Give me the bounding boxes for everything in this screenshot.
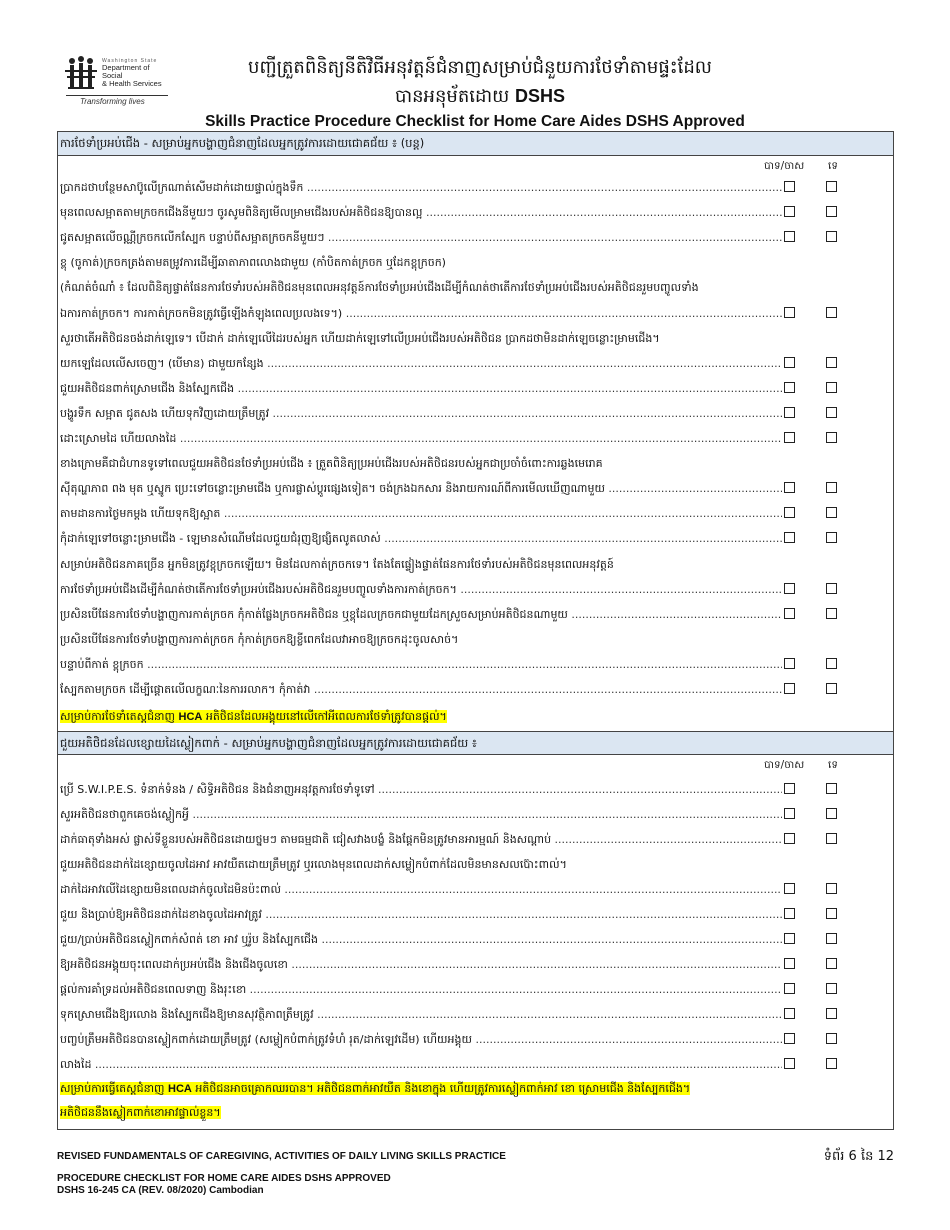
- khmer-title-line2: បានអនុម័តដោយ DSHS: [394, 86, 565, 107]
- checklist-row: [58, 878, 893, 903]
- checklist-item-text: ឯការកាត់ក្រចក។ ការកាត់ក្រចកមិនត្រូវធ្វើឡើងកំឡុងពេលប្រលងទេ។) .....: [60, 305, 782, 322]
- checklist-row: [58, 477, 893, 502]
- checklist-row: [58, 778, 893, 803]
- column-no-header-2: ទេ: [828, 759, 838, 771]
- checklist-item-text: ជួយ និងប្រាប់ឱ្យអតិថិជនដាក់ដៃខាងចូលដៃអាវត្រូវ .....: [60, 906, 782, 923]
- yes-checkbox[interactable]: [784, 933, 795, 944]
- checklist-item-text: ដាក់ធាតុទាំងអស់ ផ្លាស់ទីខ្លួនរបស់អតិថិជនដោយថ្នមៗ តាមធម្មជាតិ ជៀសវាងបង្ខំ និងផ្តែកមិនត្រូវមានអារម្មណ៍ និងសណ្តាប់ .....: [60, 831, 782, 848]
- checklist-row: [58, 903, 893, 928]
- logo-divider: [66, 95, 168, 96]
- checklist-frame: [57, 131, 894, 1130]
- no-checkbox[interactable]: [826, 382, 837, 393]
- checklist-row: [58, 377, 893, 402]
- checklist-row: [58, 226, 893, 251]
- yes-checkbox[interactable]: [784, 1033, 795, 1044]
- checklist-item-text: បង្ហូរទឹក សម្អាត ជូតសង ហើយទុកវិញដោយត្រឹមត្រូវ .....: [60, 405, 782, 422]
- checklist-item-text: ដោះស្រោមដៃ ហើយលាងដៃ .....: [60, 430, 782, 447]
- no-checkbox[interactable]: [826, 1058, 837, 1069]
- footer-line1: REVISED FUNDAMENTALS OF CAREGIVING, ACTIVITIES OF DAILY LIVING SKILLS PRACTICE: [57, 1151, 506, 1162]
- checklist-row: [58, 176, 893, 201]
- checklist-item-text: ជួយអតិថិជនដាក់ដៃខ្សោយចូលដៃអាវ អាវយឺតដោយត្រឹមត្រូវ ឬរលោងមុនពេលដាក់សម្លៀកបំពាក់ដែលមិនមានសលប៊ោះពាល់។: [60, 858, 567, 871]
- checklist-item-text: ជូតសម្អាតលើចណ្ណីក្រចកលើកស្បែក បន្ទាប់ពីសម្អាតក្រចកនីមួយៗ .....: [60, 229, 782, 246]
- checklist-item-text: ទុកស្រោមជើងឱ្យរលោង និងស្បែកជើងឱ្យមានសុវត្ថិភាពត្រឹមត្រូវ .....: [60, 1006, 782, 1023]
- checklist-row: [58, 527, 893, 552]
- no-checkbox[interactable]: [826, 958, 837, 969]
- yes-checkbox[interactable]: [784, 532, 795, 543]
- checklist-item-text: ស៊ីតុណ្ហភាព ពង មុត ឬស្នូក ប្រេះទៅចន្លោះម្រាមជើង ឬការផ្លាស់ប្តូរផ្សេងទៀត។ ចង់ក្រងឯកសារ និងរាយការណ៍ពីការមើលឃើញណាមួយ .....: [60, 480, 782, 497]
- yes-checkbox[interactable]: [784, 983, 795, 994]
- yes-checkbox[interactable]: [784, 206, 795, 217]
- no-checkbox[interactable]: [826, 883, 837, 894]
- checklist-item-text: យកឡេដែលលើសចេញ។ (បើមាន) ជាមួយកន្សែង .....: [60, 355, 782, 372]
- checklist-row: [58, 201, 893, 226]
- checklist-item-text: ប្រាកដថាបន្ថែមសាប៊ូលើក្រណាត់សើមដាក់ដោយផ្ទាល់ក្នុងទឹក .....: [60, 179, 782, 196]
- yes-checkbox[interactable]: [784, 783, 795, 794]
- section1-header: ការថែទាំប្រអប់ជើង - សម្រាប់អ្នកបង្ហាញជំនាញដែលអ្នកត្រូវការដោយជោគជ័យ ៖ (បន្ត): [58, 132, 893, 156]
- checklist-row: [58, 302, 893, 327]
- no-checkbox[interactable]: [826, 206, 837, 217]
- checklist-item-text: ប្រើ S.W.I.P.E.S. ទំនាក់ទំនង / សិទ្ធិអតិថិជន និងជំនាញអនុវត្តការថែទាំទូទៅ .....: [60, 781, 782, 798]
- checklist-item-text: ជួយអតិថិជនពាក់ស្រោមជើង និងស្បែកជើង .....: [60, 380, 782, 397]
- page-number: ទំព័រ 6 នៃ 12: [823, 1149, 894, 1164]
- yes-checkbox[interactable]: [784, 357, 795, 368]
- yes-checkbox[interactable]: [784, 883, 795, 894]
- no-checkbox[interactable]: [826, 683, 837, 694]
- no-checkbox[interactable]: [826, 1008, 837, 1019]
- yes-checkbox[interactable]: [784, 833, 795, 844]
- yes-checkbox[interactable]: [784, 231, 795, 242]
- no-checkbox[interactable]: [826, 407, 837, 418]
- no-checkbox[interactable]: [826, 808, 837, 819]
- checklist-row: [58, 502, 893, 527]
- checklist-row: [58, 352, 893, 377]
- checklist-item-text: សួរអតិថិជនថាពួកគេចង់ស្លៀកអ្វី .....: [60, 806, 782, 823]
- checklist-item-text: ខ្ពុ (ចូកាត់)ក្រចកត្រង់តាមតម្រូវការដើម្បីឆាតាភាពលោងជាមួយ (កាំបិតកាត់ក្រចក ឬដែកខ្ពុក្រចក): [60, 256, 446, 270]
- english-title: Skills Practice Procedure Checklist for Home Care Aides DSHS Approved: [205, 113, 745, 130]
- no-checkbox[interactable]: [826, 1033, 837, 1044]
- checklist-item-text: មុនពេលសម្អាតតាមក្រចកជើងនីមួយៗ ចូរសូមពិនិត្យមើលម្រាមជើងរបស់អតិថិជនឱ្យបានល្អ .....: [60, 204, 782, 221]
- checklist-item-text: ជួយ/ប្រាប់អតិថិជនស្លៀកពាក់សំពត់ ខោ អាវ ឬរ៉ូប និងស្បែកជើង .....: [60, 931, 782, 948]
- yes-checkbox[interactable]: [784, 181, 795, 192]
- dshs-logo: [62, 54, 170, 110]
- checklist-item-text: បញ្ចប់ត្រឹមអតិថិជនបានស្លៀកពាក់ដោយត្រឹមត្រូវ (សម្លៀកបំពាក់ត្រូវទំហំ រុត/ដាក់ឡេវដើម) ហើយអង្គុយ .....: [60, 1031, 782, 1048]
- no-checkbox[interactable]: [826, 833, 837, 844]
- checklist-row: [58, 276, 893, 301]
- footer-line3: DSHS 16-245 CA (REV. 08/2020) Cambodian: [57, 1185, 264, 1196]
- section2-header: ជួយអតិថិជនដែលខ្សោយដៃស្លៀកពាក់ - សម្រាប់អ្នកបង្ហាញជំនាញដែលអ្នកត្រូវការដោយជោគជ័យ ៖: [58, 731, 893, 755]
- people-logo-icon: [64, 56, 98, 92]
- checklist-row: [58, 553, 893, 578]
- checklist-row: [58, 578, 893, 603]
- yes-checkbox[interactable]: [784, 407, 795, 418]
- checklist-row: [58, 251, 893, 276]
- yes-checkbox[interactable]: [784, 608, 795, 619]
- checklist-row: [58, 603, 893, 628]
- checklist-item-text: លាងដៃ .....: [60, 1056, 782, 1073]
- yes-checkbox[interactable]: [784, 307, 795, 318]
- yes-checkbox[interactable]: [784, 583, 795, 594]
- yes-checkbox[interactable]: [784, 808, 795, 819]
- checklist-item-text: ខាងក្រោមគឺជាជំហានទូទៅពេលជួយអតិថិជនថែទាំប្រអប់ជើង ៖ ត្រួតពិនិត្យប្រអប់ជើងរបស់អតិថិជនរបស់អ្នកជាប្រចាំចំពោះការឆ្លងមេរោគ: [60, 457, 603, 471]
- checklist-item-text: ការថែទាំប្រអប់ជើងដើម្បីកំណត់ថាតើការថែទាំប្រអប់ជើងរបស់អតិថិជនរួមបញ្ចូលទាំងការកាត់ក្រចក។ .....: [60, 581, 782, 598]
- yes-checkbox[interactable]: [784, 1008, 795, 1019]
- footer-line2: PROCEDURE CHECKLIST FOR HOME CARE AIDES DSHS APPROVED: [57, 1173, 391, 1184]
- yes-checkbox[interactable]: [784, 482, 795, 493]
- checklist-row: [58, 678, 893, 703]
- no-checkbox[interactable]: [826, 658, 837, 669]
- column-yes-header: បាទ/ចាស: [764, 160, 805, 172]
- checklist-row: [58, 402, 893, 427]
- checklist-row: [58, 1053, 893, 1078]
- checklist-row: [58, 452, 893, 477]
- section1-note: សម្រាប់ការថែទាំតេស្តជំនាញ HCA អតិថិជនដែលអង្គុយនៅលើកៅអីពេលការថែទាំត្រូវបានផ្តល់។: [60, 710, 447, 723]
- checklist-item-text: បន្ទាប់ពីកាត់ ខ្ពុក្រចក .....: [60, 656, 782, 673]
- khmer-title: [180, 54, 780, 111]
- checklist-row: [58, 1003, 893, 1028]
- yes-checkbox[interactable]: [784, 958, 795, 969]
- yes-checkbox[interactable]: [784, 432, 795, 443]
- column-yes-header-2: បាទ/ចាស: [764, 759, 805, 771]
- no-checkbox[interactable]: [826, 532, 837, 543]
- checklist-item-text: ប្រសិនបើផែនការថែទាំបង្ហាញការកាត់ក្រចក កុំកាត់ផ្លែងក្រចកអតិថិជន ឬខ្ពុដែលក្រចកជាមួយដែកស្រួចសម្រាប់អតិថិជនណាមួយ .....: [60, 606, 782, 623]
- checklist-item-text: តាមដានការថ្ងៃមកម្តង ហើយទុកឱ្យស្អាត .....: [60, 505, 782, 522]
- yes-checkbox[interactable]: [784, 658, 795, 669]
- checklist-row: [58, 427, 893, 452]
- no-checkbox[interactable]: [826, 357, 837, 368]
- checklist-item-text: ឱ្យអតិថិជនអង្គុយចុះពេលដាក់ប្រអប់ជើង និងជើងចូលខោ .....: [60, 956, 782, 973]
- checklist-item-text: ដាក់ដៃអាវលើដៃខ្សោយមិនពេលដាក់ចូលដៃមិនប៉ះពាល់ .....: [60, 881, 782, 898]
- logo-state: Washington State: [102, 58, 158, 64]
- no-checkbox[interactable]: [826, 507, 837, 518]
- no-checkbox[interactable]: [826, 608, 837, 619]
- checklist-item-text: កុំដាក់ឡេទៅចន្លោះម្រាមជើង - ឡេមានសំណើមដែលជួយជំរុញឱ្យផ្សិតលូតលាស់ .....: [60, 530, 782, 547]
- checklist-item-text: ផ្តល់ការគាំទ្រដល់អតិថិជនពេលទាញ និងរុះខោ .....: [60, 981, 782, 998]
- checklist-row: [58, 327, 893, 352]
- checklist-row: [58, 953, 893, 978]
- no-checkbox[interactable]: [826, 307, 837, 318]
- checklist-row: [58, 1028, 893, 1053]
- no-checkbox[interactable]: [826, 783, 837, 794]
- checklist-item-text: សួរថាតើអតិថិជនចង់ដាក់ឡេទេ។ បើដាក់ ដាក់ឡេលើដៃរបស់អ្នក ហើយដាក់ឡេទៅលើប្រអប់ជើងរបស់អតិថិជន ប្រាកដថាមិនដាក់ឡេចន្លោះម្រាមជើង។: [60, 331, 660, 345]
- section2-note-line1: សម្រាប់ការធ្វើតេស្តជំនាញ HCA អតិថិជនអាចគ្រោកឈរបាន។ អតិថិជនពាក់អាវយឺត និងខោក្នុង ហើយត្រូវការស្លៀកពាក់អាវ ខោ ស្រោមជើង និងស្បែកជើង។: [60, 1082, 691, 1095]
- khmer-title-line1: បញ្ជីត្រួតពិនិត្យនីតិវិធីអនុវត្តន៍ជំនាញសម្រាប់ជំនួយការថែទាំតាមផ្ទះដែល: [248, 57, 712, 78]
- no-checkbox[interactable]: [826, 482, 837, 493]
- yes-checkbox[interactable]: [784, 908, 795, 919]
- yes-checkbox[interactable]: [784, 683, 795, 694]
- checklist-item-text: ប្រសិនបើផែនការថែទាំបង្ហាញការកាត់ក្រចក កុំកាត់ក្រចកឱ្យខ្លីពេកដែលវាអាចឱ្យក្រចកដុះចូលសាច់។: [60, 632, 459, 646]
- checklist-row: [58, 828, 893, 853]
- no-checkbox[interactable]: [826, 583, 837, 594]
- section2-note-line2: អតិថិជននឹងស្លៀកពាក់ខោអាវផ្ទាល់ខ្លួន។: [60, 1106, 221, 1119]
- no-checkbox[interactable]: [826, 181, 837, 192]
- no-checkbox[interactable]: [826, 933, 837, 944]
- checklist-row: [58, 928, 893, 953]
- checklist-row: [58, 803, 893, 828]
- no-checkbox[interactable]: [826, 983, 837, 994]
- checklist-item-text: (កំណត់ចំណាំ ៖ ដែលពិនិត្យផ្ទាត់ផែនការថែទាំរបស់អតិថិជនមុនពេលអនុវត្តន៍ការថែទាំប្រអប់ជើងដើម្បីកំណត់ថាតើការថែទាំប្រអប់ជើងរបស់អតិថិជនរួមបញ្ចូលទាំង: [60, 281, 699, 295]
- yes-checkbox[interactable]: [784, 507, 795, 518]
- checklist-row: [58, 628, 893, 653]
- no-checkbox[interactable]: [826, 908, 837, 919]
- yes-checkbox[interactable]: [784, 1058, 795, 1069]
- no-checkbox[interactable]: [826, 231, 837, 242]
- column-no-header: ទេ: [828, 160, 838, 172]
- logo-department: Department of Social & Health Services: [102, 63, 162, 88]
- yes-checkbox[interactable]: [784, 382, 795, 393]
- logo-tagline: Transforming lives: [80, 97, 145, 106]
- checklist-item-text: សម្រាប់អតិថិជនភាគច្រើន អ្នកមិនត្រូវខ្ពុក្រចកឡើយ។ មិនដែលកាត់ក្រចកទេ។ តែងតែផ្ទៀងផ្ទាត់ផែនការថែទាំរបស់អតិថិជនមុនពេលអនុវត្តន៍: [60, 557, 614, 571]
- no-checkbox[interactable]: [826, 432, 837, 443]
- checklist-item-text: ស្បែកតាមក្រចក ដើម្បីផ្តោតលើលក្ខណៈនៃការរលាក។ កុំកាត់វា .....: [60, 681, 782, 698]
- checklist-row: [58, 978, 893, 1003]
- checklist-row: [58, 653, 893, 678]
- checklist-row: [58, 853, 893, 878]
